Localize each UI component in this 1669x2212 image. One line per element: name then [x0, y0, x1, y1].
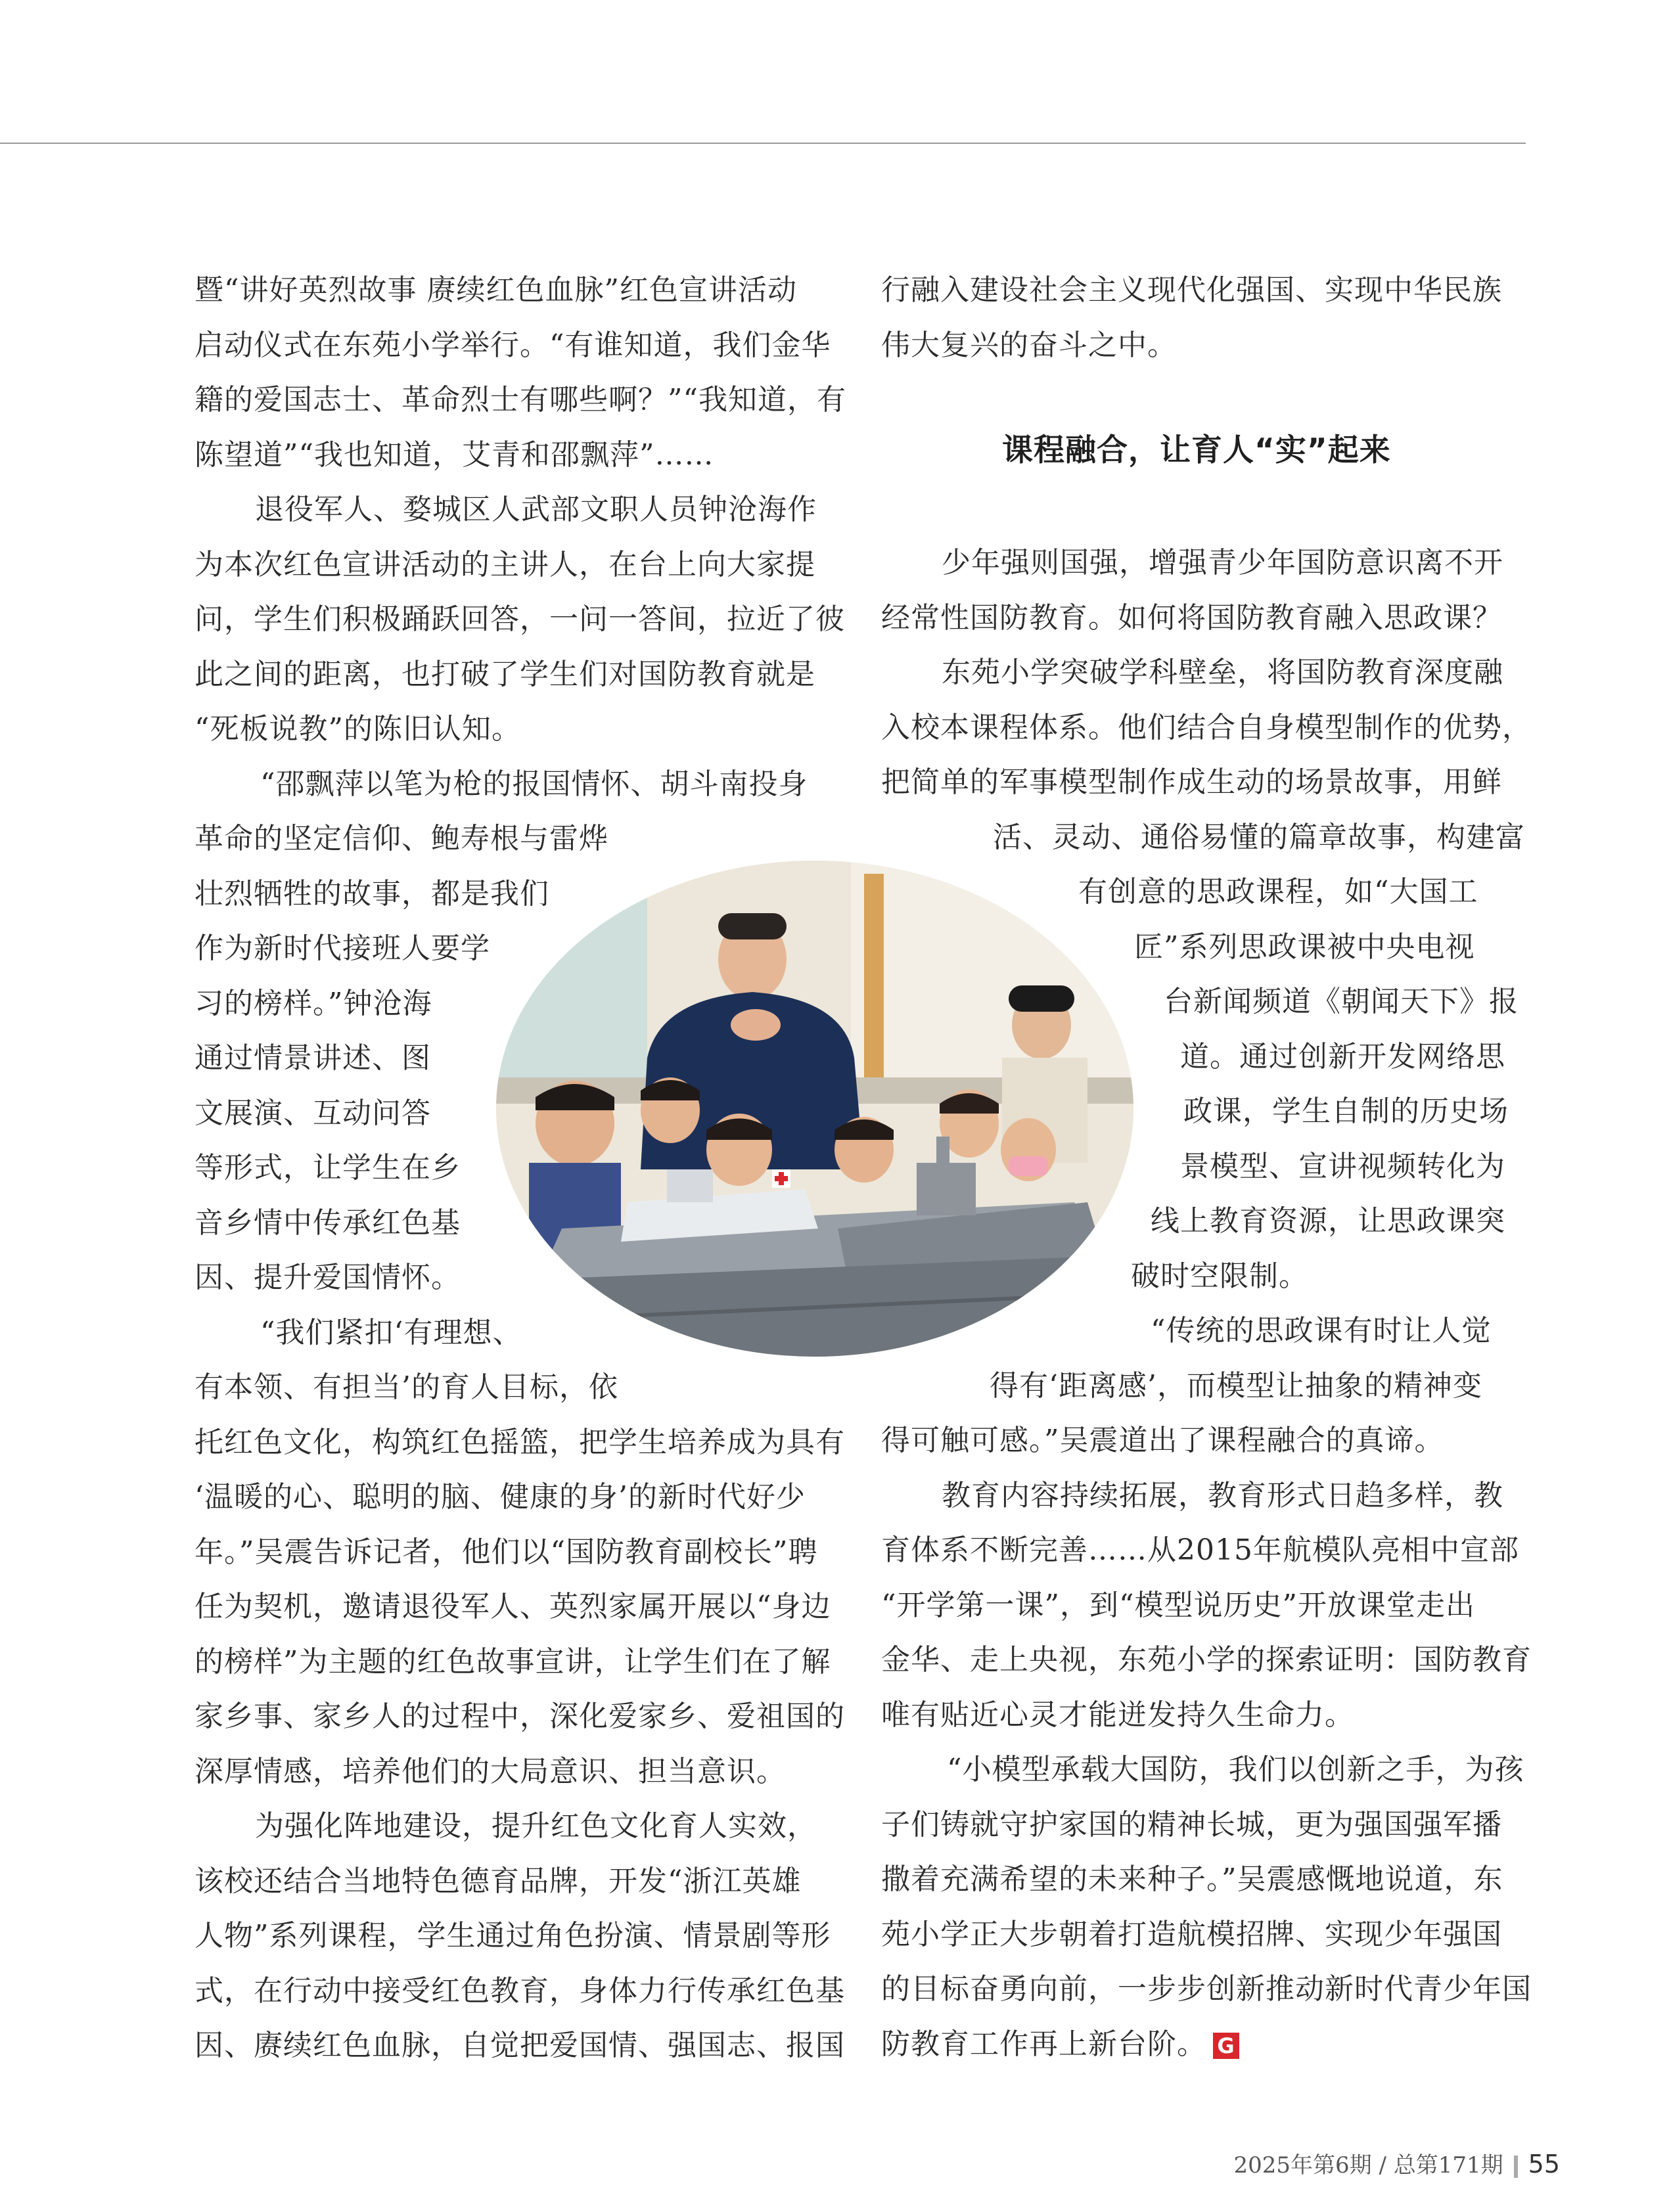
paragraph: [194, 482, 845, 757]
text-line: “我们紧扣‘有理想、: [260, 1315, 522, 1349]
text-line: “小模型承载大国防，我们以创新之手，为孩: [947, 1753, 1524, 1786]
text-line: 深厚情感，培养他们的大局意识、担当意识。: [194, 1754, 786, 1788]
text-line: 唯有贴近心灵才能迸发持久生命力。: [881, 1698, 1354, 1732]
text-line: 政课，学生自制的历史场: [1183, 1095, 1509, 1128]
text-line: 撒着充满希望的未来种子。”吴震感慨地说道，东: [881, 1862, 1503, 1896]
text-line: 暨“讲好英烈故事 赓续红色血脉”红色宣讲活动: [194, 273, 797, 307]
text-line: 道。通过创新开发网络思: [1180, 1039, 1505, 1073]
text-line: 景模型、宣讲视频转化为: [1180, 1149, 1505, 1183]
text-line: 线上教育资源，让思政课突: [1151, 1204, 1505, 1238]
text-line: 籍的爱国志士、革命烈士有哪些啊？”“我知道，有: [194, 383, 846, 417]
text-line: 通过情景讲述、图: [194, 1041, 431, 1075]
text-line: “邵飘萍以笔为枪的报国情怀、胡斗南投身: [260, 767, 808, 801]
text-line: 东苑小学突破学科壁垒，将国防教育深度融: [942, 656, 1503, 689]
paragraph: [881, 263, 1512, 372]
text-line: 文展演、互动问答: [194, 1096, 431, 1130]
text-line: 任为契机，邀请退役军人、英烈家属开展以“身边: [194, 1590, 831, 1623]
text-line: 苑小学正大步朝着打造航模招牌、实现少年强国: [881, 1917, 1502, 1951]
text-line: 因、赓续红色血脉，自觉把爱国情、强国志、报国: [194, 2029, 845, 2062]
paragraph: [194, 1305, 845, 1799]
text-line: ‘温暖的心、聪明的脑、健康的身’的新时代好少: [194, 1480, 806, 1514]
text-line: 把简单的军事模型制作成生动的场景故事，用鲜: [881, 765, 1502, 799]
text-line: 因、提升爱国情怀。: [194, 1261, 461, 1294]
text-line: “开学第一课”，到“模型说历史”开放课堂走出: [881, 1588, 1475, 1622]
text-line: 此之间的距离，也打破了学生们对国防教育就是: [194, 657, 815, 691]
paragraph: [881, 1468, 1532, 1743]
paragraph: [881, 1742, 1532, 2071]
text-line: 式，在行动中接受红色教育，身体力行传承红色基: [194, 1974, 845, 2008]
top-rule: [0, 143, 1526, 144]
text-line: 启动仪式在东苑小学举行。“有谁知道，我们金华: [194, 328, 831, 362]
text-line: 的榜样”为主题的红色故事宣讲，让学生们在了解: [194, 1644, 831, 1679]
text-line: 托红色文化，构筑红色摇篮，把学生培养成为具有: [194, 1425, 845, 1459]
text-line: 问，学生们积极踊跃回答，一问一答间，拉近了彼: [194, 602, 845, 636]
text-line: 得可触可感。”吴震道出了课程融合的真谛。: [881, 1424, 1444, 1457]
paragraph: [881, 535, 1512, 645]
text-line: 音乡情中传承红色基: [194, 1206, 461, 1240]
text-line: 育体系不断完善……从2015年航模队亮相中宣部: [881, 1533, 1519, 1567]
page-number: 55: [1528, 2150, 1560, 2178]
paragraph: [881, 1303, 1512, 1468]
paragraph: [194, 263, 846, 482]
text-line: 该校还结合当地特色德育品牌，开发“浙江英雄: [194, 1864, 802, 1898]
text-line: 年。”吴震告诉记者，他们以“国防教育副校长”聘: [194, 1535, 818, 1569]
text-line: 为本次红色宣讲活动的主讲人，在台上向大家提: [194, 547, 815, 581]
text-line: “死板说教”的陈旧认知。: [194, 712, 521, 746]
text-line: 陈望道”“我也知道，艾青和邵飘萍”……: [194, 438, 714, 472]
page-footer: [1234, 2147, 1560, 2179]
text-line: 人物”系列课程，学生通过角色扮演、情景剧等形: [194, 1919, 831, 1952]
text-line: 教育内容持续拓展，教育形式日趋多样，教: [942, 1478, 1503, 1512]
footer-divider: [1514, 2156, 1518, 2178]
text-line: 金华、走上央视，东苑小学的探索证明：国防教育: [881, 1643, 1532, 1677]
end-mark-icon: G: [1213, 2033, 1239, 2059]
text-line: “传统的思政课有时让人觉: [1151, 1314, 1492, 1347]
text-line: 得有‘距离感’，而模型让抽象的精神变: [990, 1368, 1482, 1403]
text-line: 习的榜样。”钟沧海: [194, 986, 432, 1020]
text-line: 伟大复兴的奋斗之中。: [881, 328, 1177, 362]
text-line: 等形式，让学生在乡: [194, 1151, 461, 1185]
text-line: 的目标奋勇向前，一步步创新推动新时代青少年国: [881, 1972, 1532, 2006]
text-line: 子们铸就守护家国的精神长城，更为强国强军播: [881, 1807, 1502, 1841]
classroom-photo: [496, 861, 1133, 1357]
section-heading: 课程融合，让育人“实”起来: [1002, 432, 1391, 468]
text-line: 防教育工作再上新台阶。 G: [881, 2017, 1512, 2072]
photo-illustration: [496, 861, 1133, 1357]
text-line: 少年强则国强，增强青少年国防意识离不开: [942, 546, 1503, 579]
text-line: 退役军人、婺城区人武部文职人员钟沧海作: [255, 493, 817, 526]
text-line: 家乡事、家乡人的过程中，深化爱家乡、爱祖国的: [194, 1700, 845, 1733]
text-line: 作为新时代接班人要学: [194, 932, 490, 965]
issue-label: 2025年第6期 / 总第171期: [1233, 2152, 1503, 2178]
text-line: 壮烈牺牲的故事，都是我们: [194, 876, 549, 911]
text-line: 入校本课程体系。他们结合自身模型制作的优势，: [881, 710, 1532, 744]
paragraph: [194, 1799, 845, 2073]
text-line: 活、灵动、通俗易懂的篇章故事，构建富: [993, 820, 1525, 854]
text-line: 匠”系列思政课被中央电视: [1134, 930, 1475, 964]
text-line: 经常性国防教育。如何将国防教育融入思政课？: [881, 600, 1502, 635]
text-line: 破时空限制。: [1131, 1259, 1308, 1293]
text-line: 为强化阵地建设，提升红色文化育人实效，: [255, 1809, 817, 1843]
text-line: 有创意的思政课程，如“大国工: [1078, 875, 1478, 909]
text-line: 台新闻频道《朝闻天下》报: [1164, 985, 1519, 1018]
text-line: 行融入建设社会主义现代化强国、实现中华民族: [881, 273, 1502, 307]
right-column: [881, 263, 1512, 372]
text-line: 革命的坚定信仰、鲍寿根与雷烨: [194, 822, 608, 855]
text-line: 有本领、有担当’的育人目标，依: [194, 1370, 618, 1404]
